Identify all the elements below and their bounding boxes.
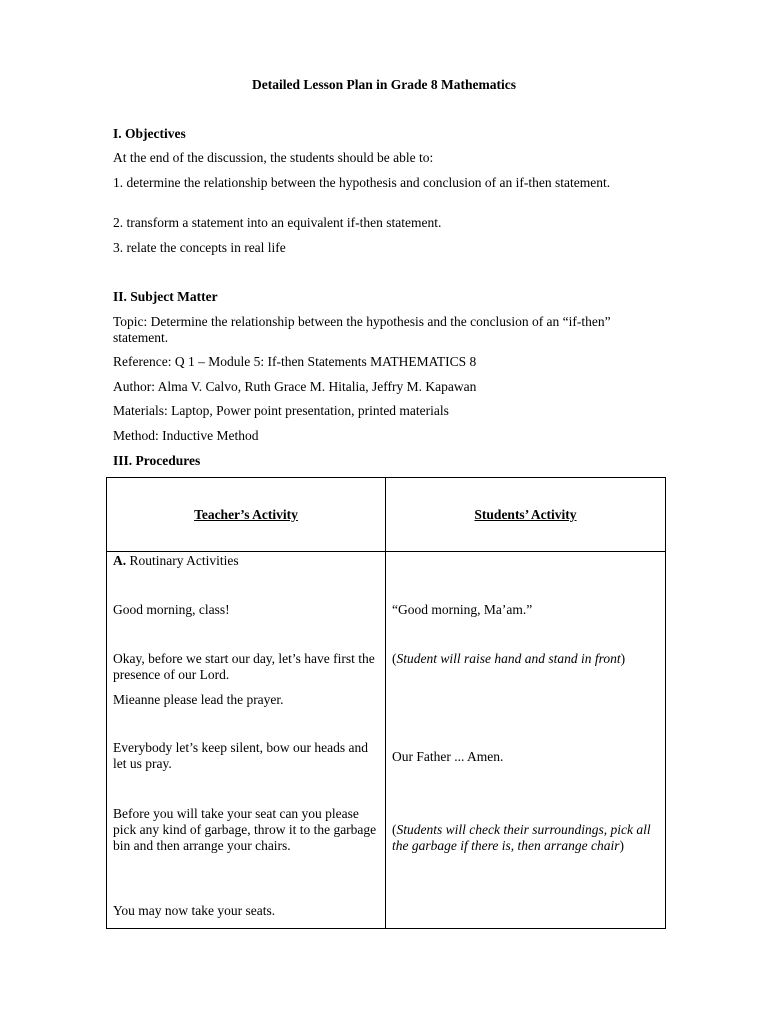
teacher-activity-header: Teacher’s Activity <box>107 478 386 552</box>
procedures-heading: III. Procedures <box>113 453 201 468</box>
teacher-line-4: Everybody let’s keep silent, bow our heads and let us pray. <box>113 740 368 771</box>
teacher-line-2: Okay, before we start our day, let’s have first the presence of our Lord. <box>113 651 375 682</box>
teacher-line-3: Mieanne please lead the prayer. <box>113 692 284 707</box>
page-title: Detailed Lesson Plan in Grade 8 Mathematics <box>252 77 516 92</box>
objectives-heading: I. Objectives <box>113 126 186 141</box>
subject-reference: Reference: Q 1 – Module 5: If-then Statements MATHEMATICS 8 <box>113 354 477 369</box>
section-a-title <box>113 553 381 569</box>
teacher-activity-cell <box>107 552 386 929</box>
teacher-line-6: You may now take your seats. <box>113 903 276 918</box>
student-line-3: Our Father ... Amen. <box>392 749 504 764</box>
objective-item-3: 3. relate the concepts in real life <box>113 240 286 255</box>
objectives-intro: At the end of the discussion, the students should be able to: <box>113 150 434 165</box>
section-a-label: Routinary Activities <box>126 553 239 568</box>
teacher-line-5: Before you will take your seat can you please pick any kind of garbage, throw it to the garbage bin and then arrange your chairs. <box>113 806 377 853</box>
objective-item-2: 2. transform a statement into an equivalent if-then statement. <box>113 215 442 230</box>
subject-topic: Topic: Determine the relationship between the hypothesis and the conclusion of an “if-then” statement. <box>113 314 611 345</box>
student-line-4-text: Students will check their surroundings, pick all the garbage if there is, then arrange chair <box>392 822 651 853</box>
students-activity-cell <box>386 552 666 929</box>
student-line-2-text: Student will raise hand and stand in front <box>396 651 621 666</box>
student-line-1: “Good morning, Ma’am.” <box>392 602 533 617</box>
subject-author: Author: Alma V. Calvo, Ruth Grace M. Hitalia, Jeffry M. Kapawan <box>113 379 477 394</box>
subject-matter-heading: II. Subject Matter <box>113 289 218 304</box>
students-activity-header: Students’ Activity <box>386 478 666 552</box>
objective-item-1: 1. determine the relationship between the hypothesis and conclusion of an if-then statement. <box>113 175 611 190</box>
section-a-letter: A. <box>113 553 127 568</box>
subject-materials: Materials: Laptop, Power point presentation, printed materials <box>113 403 449 418</box>
student-line-2: (Student will raise hand and stand in front) <box>392 651 626 666</box>
teacher-line-1: Good morning, class! <box>113 602 230 617</box>
procedures-table <box>106 477 666 929</box>
student-line-4: (Students will check their surroundings, pick all the garbage if there is, then arrange chair) <box>392 822 651 853</box>
subject-method: Method: Inductive Method <box>113 428 259 443</box>
